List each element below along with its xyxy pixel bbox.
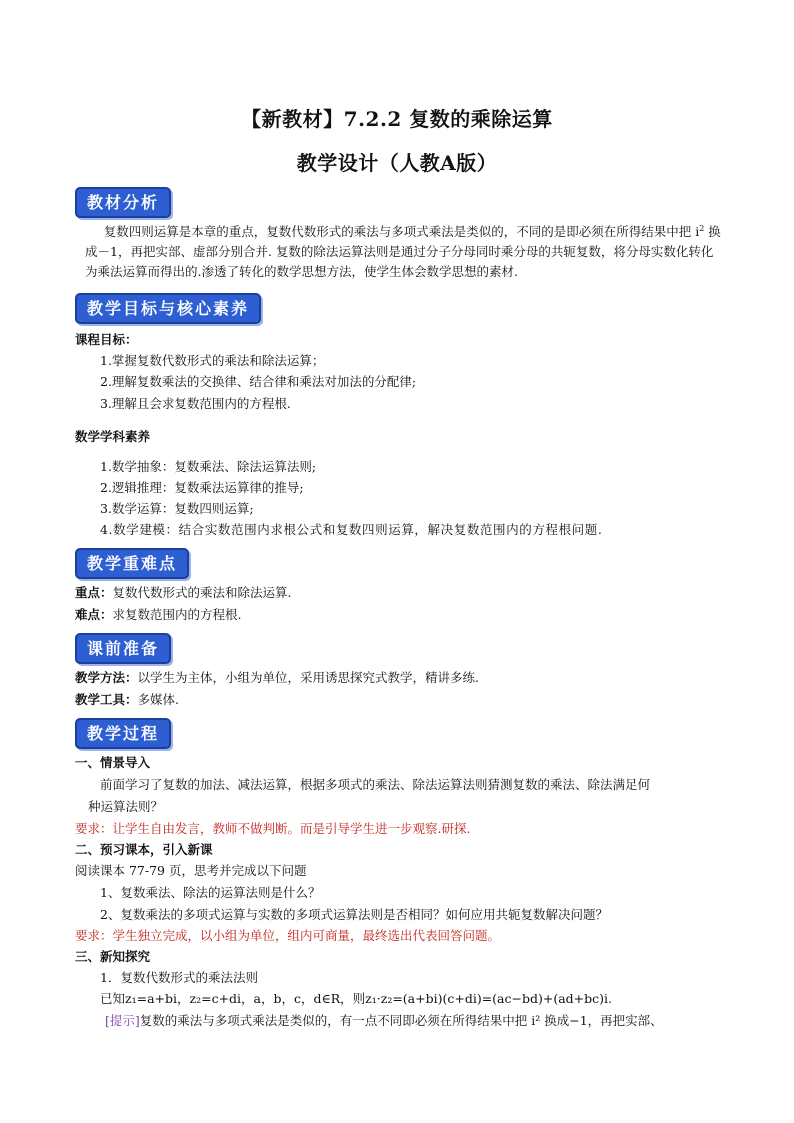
analysis-text-1: 复数四则运算是本章的重点，复数代数形式的乘法与多项式乘法是类似的，不同的是即必须在所得结果中把 i [103, 224, 700, 239]
course-goal-item: 3.理解且会求复数范围内的方程根. [100, 396, 291, 411]
section-badge-difficulty: 教学重难点 [75, 548, 189, 579]
key-point-label: 重点： [75, 585, 113, 600]
multiplication-formula: 已知z₁=a+bi，z₂=c+di，a，b，c，d∈R，则z₁·z₂=(a+bi)(c+di)=(ac−bd)+(ad+bc)i. [100, 991, 612, 1006]
literacy-item: 4.数学建模：结合实数范围内求根公式和复数四则运算，解决复数范围内的方程根问题. [100, 522, 603, 537]
reading-instruction: 阅读课本 77-79 页，思考并完成以下问题 [75, 863, 307, 878]
course-goal-item: 2.理解复数乘法的交换律、结合律和乘法对加法的分配律; [100, 374, 417, 389]
process-paragraph-1a: 前面学习了复数的加法、减法运算，根据多项式的乘法、除法运算法则猜测复数的乘法、除法满足何 [100, 777, 651, 792]
hard-point-line [75, 605, 242, 625]
literacy-item: 3.数学运算：复数四则运算; [100, 501, 254, 516]
method-line [75, 668, 479, 688]
method-label: 教学方法： [75, 670, 138, 685]
section-badge-process: 教学过程 [75, 718, 171, 749]
tool-line [75, 690, 179, 710]
analysis-sup: 2 [699, 223, 705, 233]
key-point-line [75, 583, 292, 603]
key-point-text: 复数代数形式的乘法和除法运算. [112, 585, 292, 600]
process-heading-2: 二、预习课本，引入新课 [75, 842, 213, 857]
method-text: 以学生为主体，小组为单位，采用诱思探究式教学，精讲多练. [137, 670, 479, 685]
hint-tag: [提示] [105, 1013, 140, 1028]
process-heading-1: 一、情景导入 [75, 755, 151, 770]
section-badge-prep: 课前准备 [75, 633, 171, 664]
document-title-line1: 【新教材】7.2.2 复数的乘除运算 [241, 107, 553, 131]
section-badge-goals: 教学目标与核心素养 [75, 293, 261, 324]
tool-label: 教学工具： [75, 692, 138, 707]
question-1: 1、复数乘法、除法的运算法则是什么？ [100, 885, 321, 900]
question-2: 2、复数乘法的多项式运算与实数的多项式运算法则是否相同？如何应用共轭复数解决问题？ [100, 907, 608, 922]
course-goals-label: 课程目标： [75, 332, 138, 347]
analysis-text-2: 换成－1，再把实部、虚部分别合并. 复数的除法运算法则是通过分子分母同时乘分母的共轭复数，将分母实数化转化为乘法运算而得出的.渗透了转化的数学思想方法，使学生体会数学思想的素材. [85, 224, 721, 279]
literacy-item: 2.逻辑推理：复数乘法运算律的推导; [100, 480, 304, 495]
hard-point-text: 求复数范围内的方程根. [112, 607, 242, 622]
literacy-label: 数学学科素养 [75, 429, 151, 444]
process-heading-3: 三、新知探究 [75, 949, 151, 964]
tool-text: 多媒体. [137, 692, 179, 707]
section-badge-analysis: 教材分析 [75, 187, 171, 218]
document-title-line2: 教学设计（人教A版） [296, 151, 498, 175]
analysis-paragraph [85, 222, 725, 282]
course-goal-item: 1.掌握复数代数形式的乘法和除法运算； [100, 353, 325, 368]
hint-line [105, 1011, 663, 1031]
process-paragraph-1b: 种运算法则？ [88, 799, 164, 814]
hard-point-label: 难点： [75, 607, 113, 622]
literacy-item: 1.数学抽象：复数乘法、除法运算法则; [100, 459, 317, 474]
rule-title: 1．复数代数形式的乘法法则 [100, 970, 258, 985]
requirement-2: 要求：学生独立完成，以小组为单位，组内可商量，最终选出代表回答问题。 [75, 928, 501, 943]
hint-text: 复数的乘法与多项式乘法是类似的，有一点不同即必须在所得结果中把 i² 换成−1，再把实部、 [139, 1013, 663, 1028]
requirement-1: 要求：让学生自由发言，教师不做判断。而是引导学生进一步观察.研探. [75, 821, 471, 836]
